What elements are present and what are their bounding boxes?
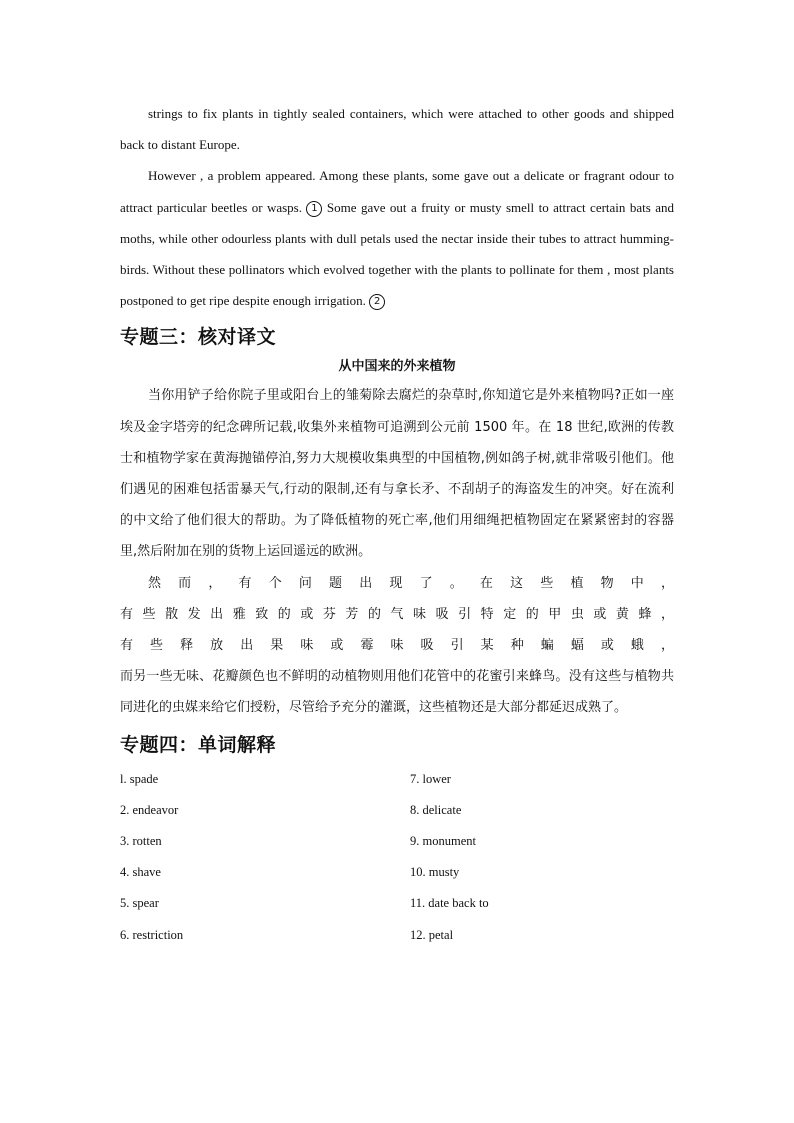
vocab-item: 3. rotten	[120, 834, 162, 849]
vocab-item: 6. restriction	[120, 927, 184, 942]
english-text-1: strings to fix plants in tightly sealed containers, which were attached to other goods and shipped back to distant Europe.	[120, 106, 674, 153]
vocab-item: 10. musty	[410, 865, 460, 880]
vocab-item: 8. delicate	[410, 802, 462, 817]
section-3-heading: 专题三：核对译文	[120, 326, 277, 349]
english-text-2b: Some gave out a fruity or musty smell to attract certain bats and moths, while other odourless plants with dull petals used the nectar inside their tubes to attract humming-birds. Without these pollinators which evolved together with the plants to pollinate for them , most plants postponed to get ripe despite enough irrigation.	[120, 199, 675, 309]
chinese-paragraph-2-line-3: 有些释放出果味或霉味吸引某种蝙蝠或蛾，	[120, 638, 674, 654]
translation-title: 从中国来的外来植物	[338, 359, 456, 375]
section-4-heading: 专题四：单词解释	[120, 733, 277, 756]
vocabulary-list	[120, 764, 674, 951]
chinese-paragraph-2-rest: 而另一些无味、花瓣颜色也不鲜明的动植物则用他们花管中的花蜜引来蜂鸟。没有这些与植物共同进化的虫媒来给它们授粉，尽管给予充分的灌溉，这些植物还是大部分都延迟成熟了。	[120, 669, 674, 716]
vocab-item: 9. monument	[410, 834, 476, 849]
circled-number-2: 2	[369, 294, 385, 310]
english-text-2a: However , a problem appeared. Among these plants, some gave out a delicate or fragrant odour to attract particular beetles or wasps.	[120, 168, 674, 215]
vocab-item: 4. shave	[120, 865, 161, 880]
english-paragraph-1	[120, 98, 674, 160]
vocab-item: 11. date back to	[410, 896, 489, 911]
chinese-paragraph-2-line-2: 有些散发出雅致的或芬芳的气味吸引特定的甲虫或黄蜂，	[120, 606, 674, 622]
english-paragraph-2	[120, 160, 674, 316]
vocab-item: l. spade	[120, 771, 159, 786]
chinese-paragraph-1: 当你用铲子给你院子里或阳台上的雏菊除去腐烂的杂草时,你知道它是外来植物吗?正如一座埃及金字塔旁的纪念碑所记载,收集外来植物可追溯到公元前 1500 年。在 18 世纪,欧洲的传教士和植物学家在黄海抛锚停泊,努力大规模收集典型的中国植物,例如鸽子树,就非常吸引他们。他们遇见的困难包括雷暴天气,行动的限制,还有与拿长矛、不刮胡子的海盗发生的冲突。好在流利的中文给了他们很大的帮助。为了降低植物的死亡率,他们用细绳把植物固定在紧紧密封的容器里,然后附加在别的货物上运回遥远的欧洲。	[120, 388, 674, 560]
vocab-item: 7. lower	[410, 771, 451, 786]
vocab-item: 5. spear	[120, 896, 159, 911]
vocab-item: 12. petal	[410, 927, 454, 942]
vocab-item: 2. endeavor	[120, 802, 179, 817]
document-page	[120, 98, 674, 951]
circled-number-1: 1	[306, 201, 322, 217]
chinese-paragraph-2-line-1: 然而，有个问题出现了。在这些植物中，	[148, 575, 674, 591]
